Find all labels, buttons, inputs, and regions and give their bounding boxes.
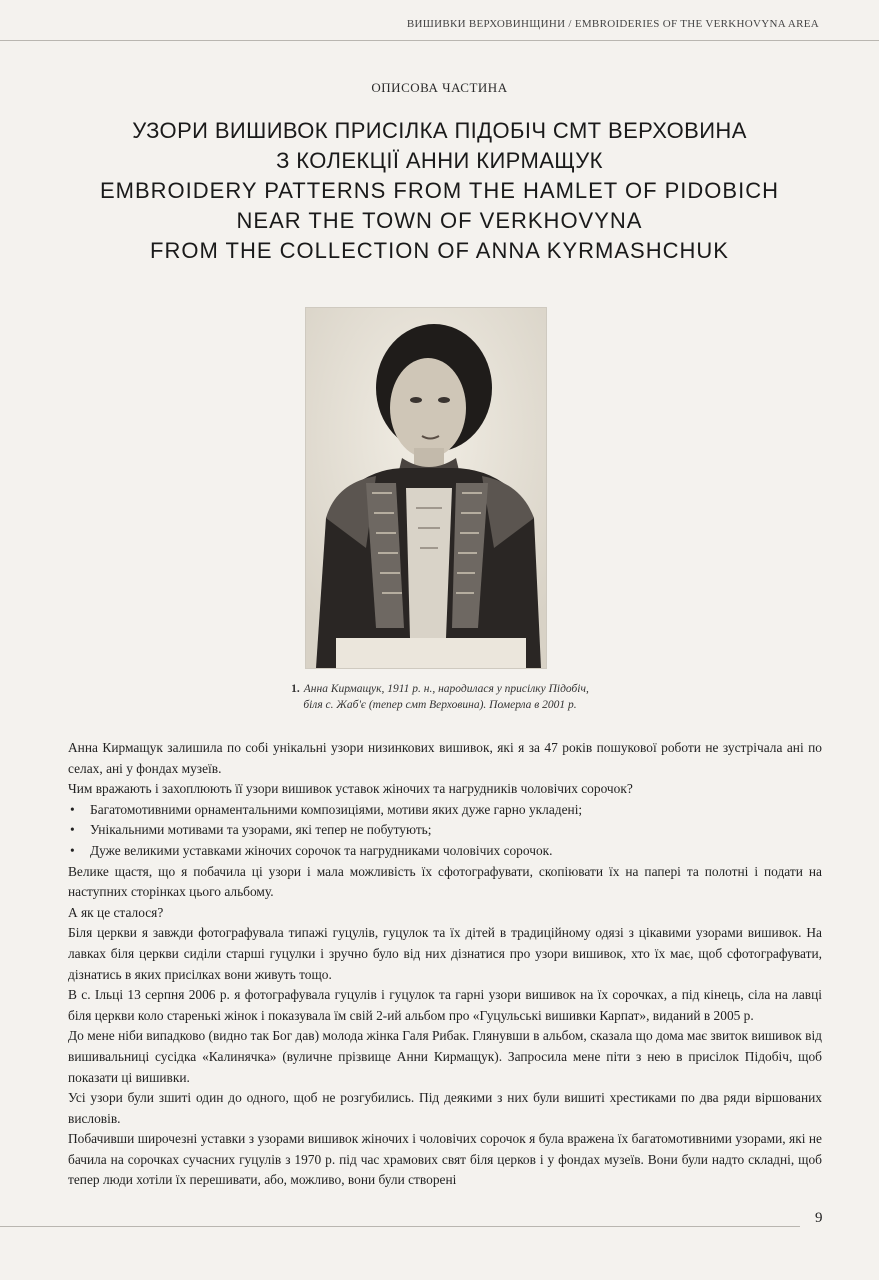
portrait-illustration <box>306 308 546 668</box>
paragraph-8 <box>68 1088 822 1129</box>
paragraph-4-text: А як це сталося? <box>68 904 164 920</box>
paragraph-7 <box>68 1026 822 1088</box>
title-en-line-2: NEAR THE TOWN OF VERKHOVYNA <box>236 208 643 233</box>
body-text <box>68 738 822 1191</box>
title-block <box>0 116 879 266</box>
page-number: 9 <box>815 1210 823 1226</box>
header-rule <box>0 40 879 41</box>
list-item: • Унікальними мотивами та узорами, які тепер не побутують; <box>68 820 822 841</box>
title-ua-line-2: З КОЛЕКЦІЇ АННИ КИРМАЩУК <box>276 148 603 173</box>
caption-text-1: Анна Кирмащук, 1911 р. н., народилася у присілку Підобіч, <box>303 683 589 695</box>
paragraph-1-text: Анна Кирмащук залишила по собі унікальні узори низинкових вишивок, які я за 47 років пошукової роботи не зустрічала ані по селах, ані у фондах музеїв. <box>68 740 822 776</box>
paragraph-9-text: Побачивши широчезні уставки з узорами вишивок жіночих і чоловічих сорочок я була вражена їх багатомотивними узорами, які не бачила на сорочках сучасних гуцулів з 1970 р. під час храмових свят біля церков і у фондах музеїв. Вони були надто складні, щоб тепер люди хотіли їх перешивати, або, можливо, вони були створені <box>68 1131 822 1188</box>
title-ua-line-1: УЗОРИ ВИШИВОК ПРИСІЛКА ПІДОБІЧ СМТ ВЕРХОВИНА <box>132 118 747 143</box>
title-en-line-3: FROM THE COLLECTION OF ANNA KYRMASHCHUK <box>150 238 729 263</box>
running-head: ВИШИВКИ ВЕРХОВИНЩИНИ / EMBROIDERIES OF THE VERKHOVYNA AREA <box>406 18 819 30</box>
caption-line-1 <box>200 681 680 697</box>
figure-number: 1. <box>291 683 300 695</box>
paragraph-2-text: Чим вражають і захоплюють її узори вишивок уставок жіночих та нагрудників чоловічих сорочок? <box>68 781 633 797</box>
paragraph-5 <box>68 923 822 985</box>
paragraph-3 <box>68 862 822 903</box>
paragraph-4 <box>68 903 822 924</box>
list-item: • Багатомотивними орнаментальними композиціями, мотиви яких дуже гарно укладені; <box>68 800 822 821</box>
portrait-photo <box>305 307 547 669</box>
paragraph-1 <box>68 738 822 779</box>
list-item: • Дуже великими уставками жіночих сорочок та нагрудниками чоловічих сорочок. <box>68 841 822 862</box>
paragraph-2 <box>68 779 822 800</box>
paragraph-6 <box>68 985 822 1026</box>
paragraph-6-text: В с. Ільці 13 серпня 2006 р. я фотографувала гуцулів і гуцулок та гарні узори вишивок на їх сорочках, а під кінець, сіла на лавці біля церкви коло старенькі жінок і показувала їм свій 2-ий альбом про «Гуцульські вишивки Карпат», виданий в 2005 р. <box>68 987 822 1023</box>
caption-line-2: біля с. Жаб'є (тепер смт Верховина). Померла в 2001 р. <box>303 699 577 711</box>
section-label: ОПИСОВА ЧАСТИНА <box>371 80 508 95</box>
paragraph-3-text: Велике щастя, що я побачила ці узори і мала можливість їх сфотографувати, скопіювати їх на папері та полотні і подати на наступних сторінках цього альбому. <box>68 863 822 900</box>
paragraph-8-text: Усі узори були зшиті один до одного, щоб не розгубились. Під деякими з них були вишиті хрестиками по два ряди віршованих висловів. <box>68 1090 822 1126</box>
title-en-line-1: EMBROIDERY PATTERNS FROM THE HAMLET OF PIDOBICH <box>100 178 779 203</box>
paragraph-7-text: До мене ніби випадково (видно так Бог дав) молода жінка Галя Рибак. Глянувши в альбом, сказала що дома має звиток вишивок від вишивальниці сусідка «Калинячка» (вуличне прізвище Анни Кирмащук). Запросила мене піти з нею в присілок Підобіч, щоб показати ці вишивки. <box>68 1028 822 1085</box>
bullet-list <box>68 800 822 862</box>
paragraph-5-text: Біля церкви я завжди фотографувала типажі гуцулів, гуцулок та їх дітей в традиційному одязі з цікавими узорами вишивок. На лавках біля церкви сиділи старші гуцулки і зручно було від них дізнатися про узори вишивок, хто їх має, щоб сфотографувати, дізнатись в яких присілках вони живуть тощо. <box>68 925 822 982</box>
figure-caption <box>200 681 680 713</box>
footer-rule <box>0 1226 800 1227</box>
paragraph-9 <box>68 1129 822 1191</box>
